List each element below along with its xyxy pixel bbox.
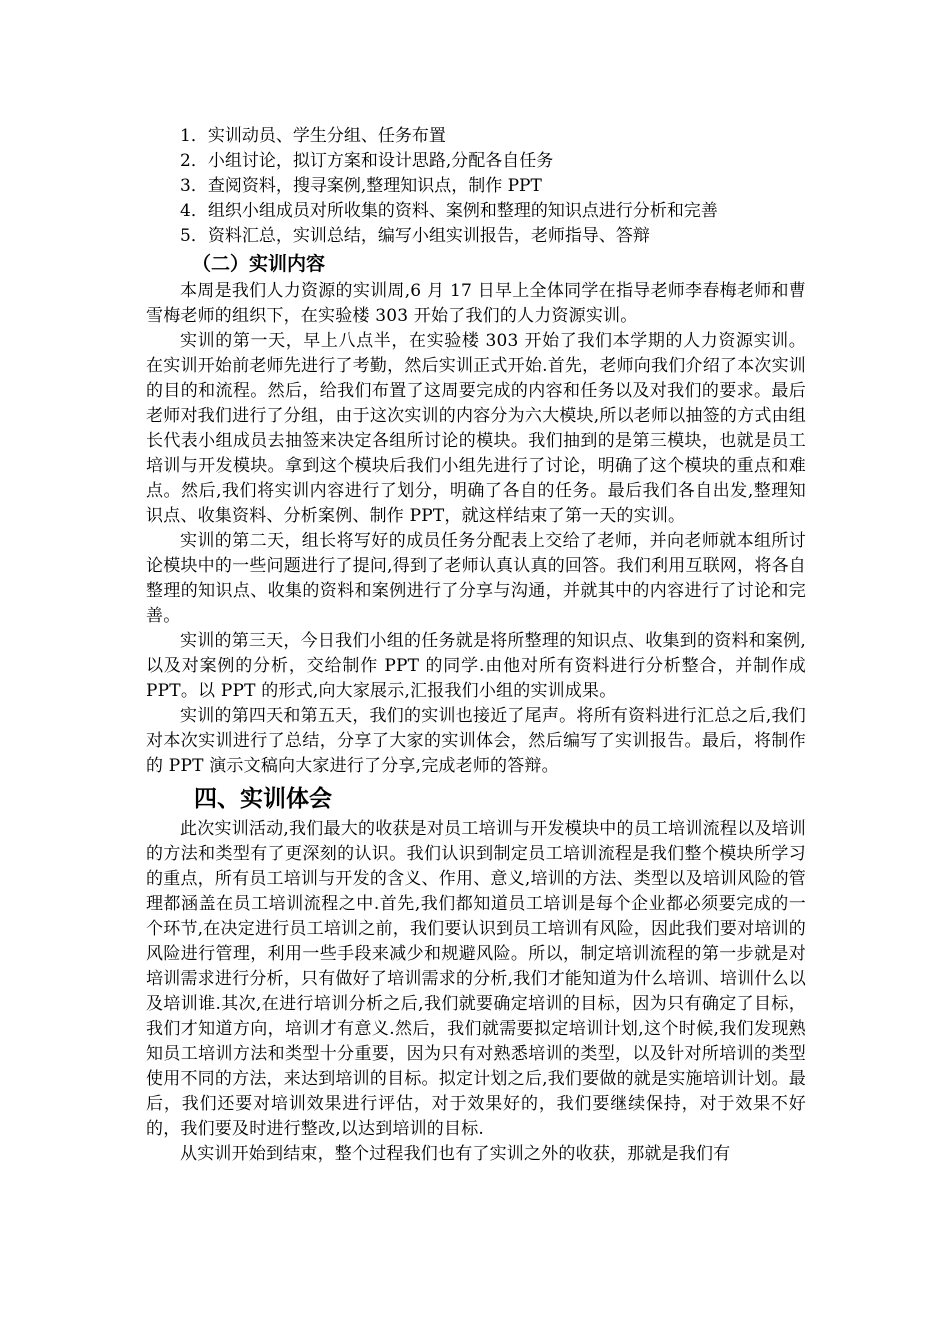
paragraph: 实训的第四天和第五天，我们的实训也接近了尾声。将所有资料进行汇总之后,我们对本次实训进行了总结，分享了大家的实训体会，然后编写了实训报告。最后，将制作的 PPT 演示文稿向大家进行了分享,完成老师的答辩。 <box>146 706 806 776</box>
paragraph: 本周是我们人力资源的实训周,6 月 17 日早上全体同学在指导老师李春梅老师和曹雪梅老师的组织下，在实验楼 303 开始了我们的人力资源实训。 <box>146 281 806 326</box>
section-heading-reflection: 四、实训体会 <box>194 786 332 812</box>
paragraph: 从实训开始到结束，整个过程我们也有了实训之外的收获，那就是我们有 <box>180 1144 731 1164</box>
step-item: 5．资料汇总，实训总结，编写小组实训报告，老师指导、答辩 <box>180 226 650 246</box>
document-body <box>146 124 806 1167</box>
paragraph: 实训的第一天，早上八点半，在实验楼 303 开始了我们本学期的人力资源实训。在实训开始前老师先进行了考勤，然后实训正式开始.首先，老师向我们介绍了本次实训的目的和流程。然后，给我们布置了这周要完成的内容和任务以及对我们的要求。最后老师对我们进行了分组，由于这次实训的内容分为六大模块,所以老师以抽签的方式由组长代表小组成员去抽签来决定各组所讨论的模块。我们抽到的是第三模块，也就是员工培训与开发模块。拿到这个模块后我们小组先进行了讨论，明确了这个模块的重点和难点。然后,我们将实训内容进行了划分，明确了各自的任务。最后我们各自出发,整理知识点、收集资料、分析案例、制作 PPT，就这样结束了第一天的实训。 <box>146 331 806 526</box>
section-heading-content: （二）实训内容 <box>192 253 326 275</box>
paragraph: 实训的第三天，今日我们小组的任务就是将所整理的知识点、收集到的资料和案例,以及对案例的分析，交给制作 PPT 的同学.由他对所有资料进行分析整合，并制作成 PPT。以 PPT 的形式,向大家展示,汇报我们小组的实训成果。 <box>146 631 806 701</box>
step-list <box>146 124 806 249</box>
step-item: 2．小组讨论，拟订方案和设计思路,分配各自任务 <box>180 151 554 171</box>
paragraph: 实训的第二天，组长将写好的成员任务分配表上交给了老师，并向老师就本组所讨论模块中的一些问题进行了提问,得到了老师认真认真的回答。我们利用互联网，将各自整理的知识点、收集的资料和案例进行了分享与沟通，并就其中的内容进行了讨论和完善。 <box>146 531 806 626</box>
step-item: 3．查阅资料，搜寻案例,整理知识点，制作 PPT <box>180 176 542 196</box>
step-item: 4．组织小组成员对所收集的资料、案例和整理的知识点进行分析和完善 <box>180 201 718 221</box>
step-item: 1．实训动员、学生分组、任务布置 <box>180 126 446 146</box>
paragraph: 此次实训活动,我们最大的收获是对员工培训与开发模块中的员工培训流程以及培训的方法和类型有了更深刻的认识。我们认识到制定员工培训流程是我们整个模块所学习的重点，所有员工培训与开发的含义、作用、意义,培训的方法、类型以及培训风险的管理都涵盖在员工培训流程之中.首先,我们都知道员工培训是每个企业都必须要完成的一个环节,在决定进行员工培训之前，我们要认识到员工培训有风险，因此我们要对培训的风险进行管理，利用一些手段来减少和规避风险。所以，制定培训流程的第一步就是对培训需求进行分析，只有做好了培训需求的分析,我们才能知道为什么培训、培训什么以及培训谁.其次,在进行培训分析之后,我们就要确定培训的目标，因为只有确定了目标，我们才知道方向，培训才有意义.然后，我们就需要拟定培训计划,这个时候,我们发现熟知员工培训方法和类型十分重要，因为只有对熟悉培训的类型，以及针对所培训的类型使用不同的方法，来达到培训的目标。拟定计划之后,我们要做的就是实施培训计划。最后，我们还要对培训效果进行评估，对于效果好的，我们要继续保持，对于效果不好的，我们要及时进行整改,以达到培训的目标. <box>146 819 806 1139</box>
